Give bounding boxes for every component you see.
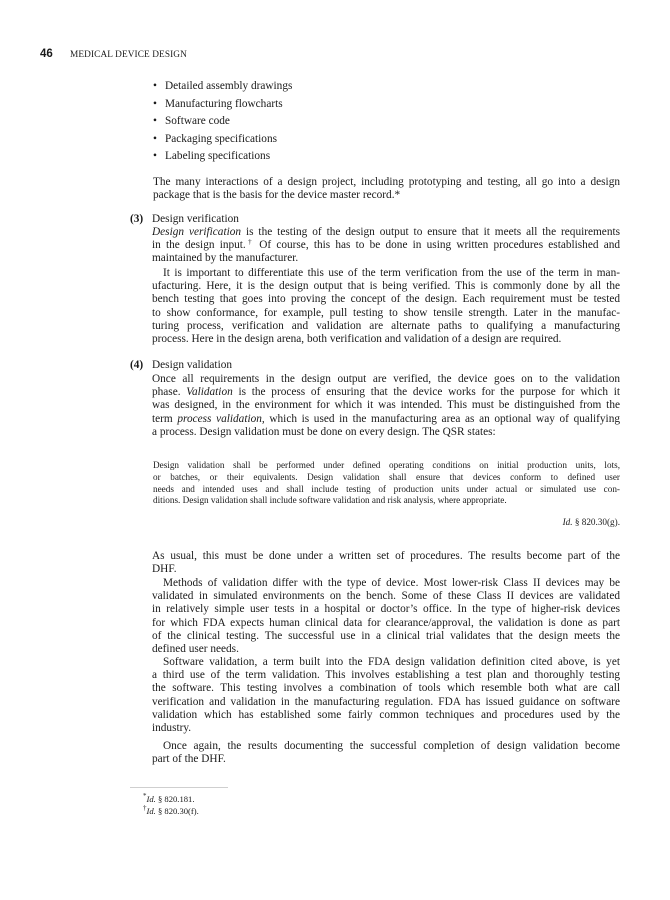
- item-number: (3): [130, 213, 144, 225]
- item-number: (4): [130, 359, 144, 371]
- intro-paragraph: The many interactions of a design project, including prototyping and testing, all go into a design package that is the basis for the device master record.*: [153, 176, 620, 202]
- footnote: *Id. § 820.181.: [143, 792, 195, 804]
- list-item: • Packaging specifications: [153, 132, 277, 145]
- running-title: MEDICAL DEVICE DESIGN: [70, 50, 187, 60]
- item-4-heading: [130, 359, 232, 372]
- quote-citation: Id. § 820.30(g).: [562, 517, 620, 527]
- item-3-body: It is important to differentiate this use of the term verification from the use of the term in man- ufacturing. Here, it is the design output that is being verified. This is commonly done by all the bench testing that goes into proving the concept of the design. Each requirement must be tested to show conformance, for example, pull testing to show tensile strength. Later in the manufac- turing process, verification and validation are alternate paths to qualifying a manufacturing process. Here in the design arena, both verification and validation of a design are required.: [152, 267, 620, 345]
- item-4-body: Once all requirements in the design output are verified, the device goes on to the validation phase. Validation is the process of ensuring that the device works for the purpose for which it was designed, in the environment for which it was intended. This must be distinguished from the term process validation, which is used in the manufacturing area as an optional way of qualifying a process. Design validation must be done on every design. The QSR states:: [152, 373, 620, 438]
- item-3-heading: [130, 213, 239, 226]
- methods-paragraph: Methods of validation differ with the type of device. Most lower-risk Class II devices may be validated in simulated environments on the bench. Some of these Class II devices are validated in relatively simple user tests in a hospital or doctor’s office. In the type of higher-risk devices for which FDA expects human clinical data for clearance/approval, the validation is done as part of the clinical testing. The successful use in a clinical trial validates that the design meets the defined user needs.: [152, 577, 620, 655]
- list-item: • Manufacturing flowcharts: [153, 97, 283, 110]
- bullet-icon: •: [153, 97, 157, 110]
- list-item: • Software code: [153, 115, 230, 128]
- usual-paragraph: As usual, this must be done under a written set of procedures. The results become part of the DHF.: [152, 550, 620, 576]
- bullet-icon: •: [153, 80, 157, 92]
- item-title: Design verification: [152, 213, 239, 225]
- bullet-icon: •: [153, 115, 157, 128]
- footnote: †Id. § 820.30(f).: [143, 804, 199, 816]
- footnote-divider: [130, 787, 228, 788]
- item-title: Design validation: [152, 359, 233, 371]
- page-number: 46: [40, 48, 53, 60]
- block-quote: Design validation shall be performed under defined operating conditions on initial production units, lots, or batches, or their equivalents. Design validation shall ensure that devices conform to defined user needs and intended uses and shall include testing of production units under actual or simulated use con- ditions. Design validation shall include software validation and risk analysis, where appropriate.: [153, 460, 620, 506]
- software-paragraph: Software validation, a term built into the FDA design validation definition cited above, is yet a third use of the term validation. This involves establishing a test plan and thoroughly testing the software. This testing involves a combination of tools which resemble both what are call verification and validation in the manufacturing regulation. FDA has issued guidance on software validation which has established some fairly common techniques and procedures used by the industry.: [152, 656, 620, 734]
- closing-paragraph: Once again, the results documenting the successful completion of design validation become part of the DHF.: [152, 740, 620, 766]
- bullet-icon: •: [153, 132, 157, 145]
- bullet-icon: •: [153, 150, 157, 163]
- list-item: • Detailed assembly drawings: [153, 80, 293, 92]
- list-item: • Labeling specifications: [153, 150, 271, 163]
- item-3-definition: Design verification is the testing of the design output to ensure that it meets all the requirements in the design input.† Of course, this has to be done in using written procedures established and maintained by the manufacturer.: [152, 226, 621, 265]
- bullet-list: [153, 80, 292, 168]
